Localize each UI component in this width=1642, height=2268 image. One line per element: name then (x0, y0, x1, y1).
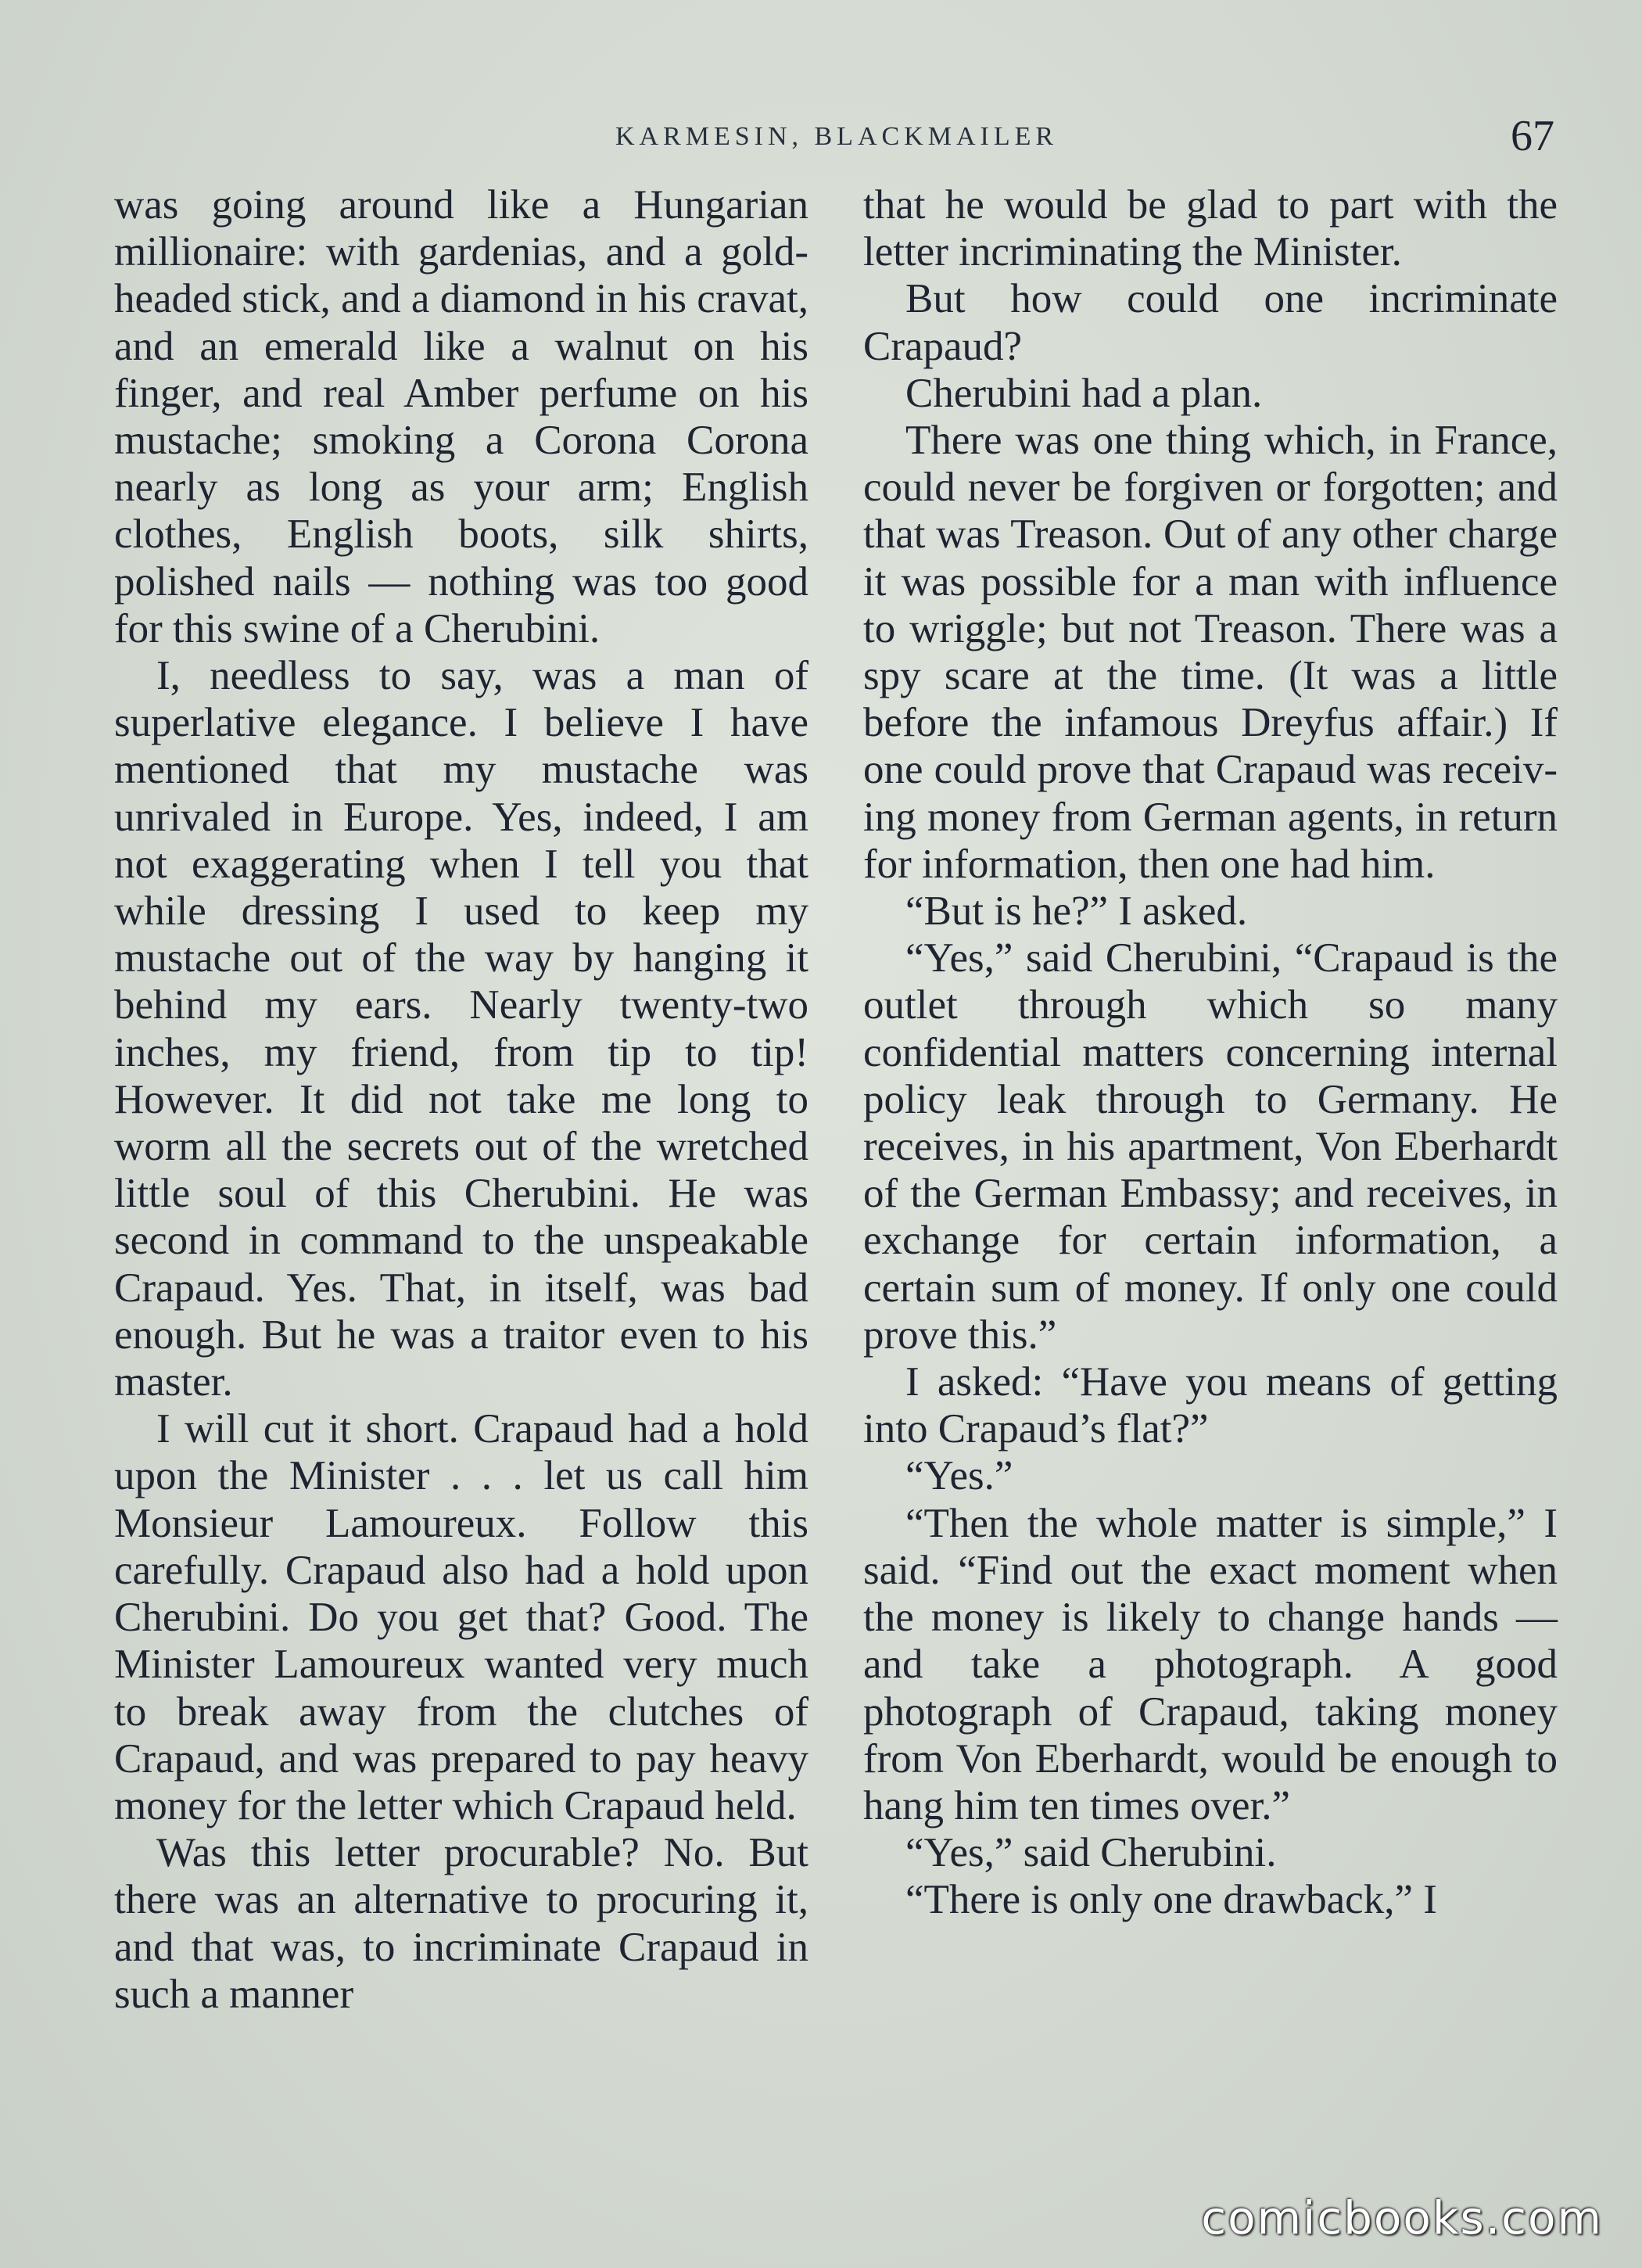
paragraph: that he would be glad to part with the letter incriminating the Minister. (863, 182, 1558, 275)
paragraph: “Yes,” said Cherubini. (905, 1830, 1277, 1876)
paragraph: I asked: “Have you means of getting into Crapaud’s flat?” (863, 1359, 1558, 1452)
left-column (114, 181, 808, 2018)
page-number: 67 (1511, 112, 1554, 160)
paragraph: But how could one incriminate Crapaud? (863, 276, 1558, 369)
paragraph: “There is only one drawback,” I (905, 1877, 1437, 1923)
paragraph: “Yes,” said Cherubini, “Crapaud is the outlet through which so many confidential matters concerning internal policy leak through to Germany. He receives, in his apartment, Von Eberhardt of the German Embassy; and receives, in exchange for certain information, a certain sum of money. If only one could prove this.” (863, 935, 1558, 1358)
paragraph: I, needless to say, was a man of superlative elegance. I believe I have mentioned that my mustache was unrivaled in Europe. Yes, indeed, I am not exaggerating when I tell you that while dressing I used to keep my mustache out of the way by hanging it behind my ears. Nearly twenty-two inches, my friend, from tip to tip! However. It did not take me long to worm all the secrets out of the wretched little soul of this Cherubini. He was second in command to the unspeakable Crapaud. Yes. That, in itself, was bad enough. But he was a traitor even to his master. (114, 653, 808, 1405)
paragraph: “But is he?” I asked. (905, 888, 1248, 935)
paragraph: “Yes.” (905, 1453, 1013, 1499)
paragraph: I will cut it short. Crapaud had a hold upon the Minister . . . let us call him Monsieur Lamoureux. Follow this carefully. Crapaud also had a hold upon Cherubini. Do you get that? Good. The Minister Lamoureux wanted very much to break away from the clutches of Crapaud, and was prepared to pay heavy money for the letter which Crapaud held. (114, 1406, 808, 1828)
paragraph: Was this letter procurable? No. But there was an alternative to procuring it, and that was, to incriminate Crapaud in such a manner (114, 1830, 808, 2017)
running-head (0, 112, 1642, 164)
paragraph: was going around like a Hungarian millionaire: with gardenias, and a gold-headed stick, and a diamond in his cravat, and an emerald like a walnut on his finger, and real Amber perfume on his mustache; smoking a Corona Corona nearly as long as your arm; English clothes, English boots, silk shirts, polished nails — nothing was too good for this swine of a Cherubini. (114, 182, 808, 651)
paragraph: “Then the whole matter is simple,” I said. “Find out the exact moment when the money is likely to change hands — and take a photograph. A good photograph of Crapaud, taking money from Von Eberhardt, would be enough to hang him ten times over.” (863, 1500, 1558, 1828)
paragraph: Cherubini had a plan. (905, 370, 1263, 416)
paragraph: There was one thing which, in France, could never be forgiven or forgotten; and that was Treason. Out of any other charge it was possible for a man with influence to wriggle; but not Treason. There was a spy scare at the time. (It was a little before the infamous Dreyfus affair.) If one could prove that Crapaud was receiving money from German agents, in return for information, then one had him. (863, 418, 1558, 887)
right-column (863, 181, 1558, 1924)
running-title: KARMESIN, BLACKMAILER (615, 122, 1059, 151)
watermark: comicbooks.com (1201, 2191, 1603, 2245)
